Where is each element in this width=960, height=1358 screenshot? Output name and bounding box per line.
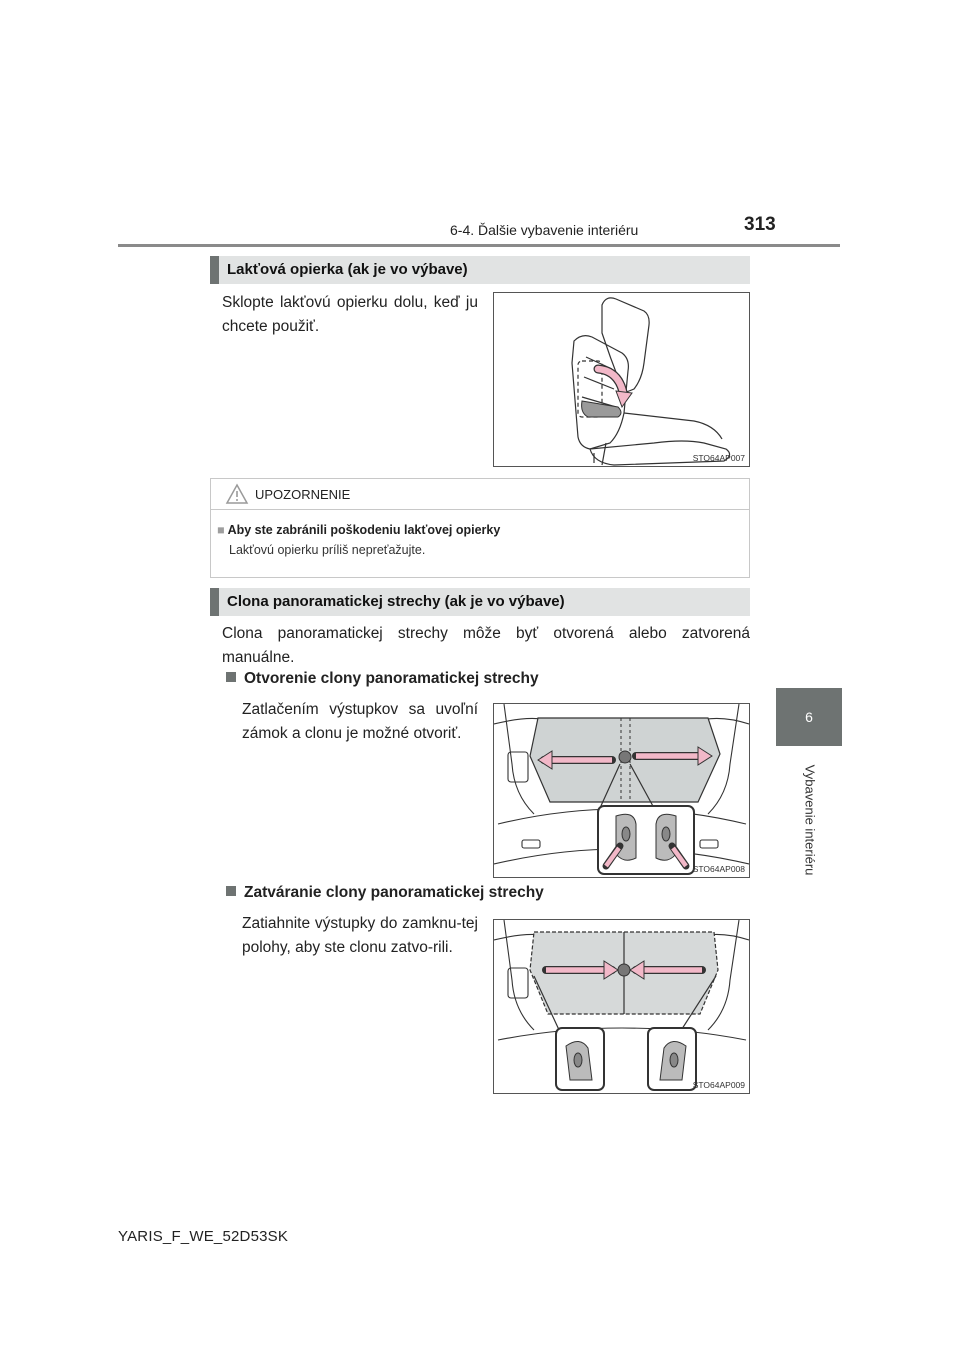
subheading-opening bbox=[226, 670, 539, 688]
chapter-number: 6 bbox=[805, 709, 813, 725]
header-rule bbox=[118, 244, 840, 247]
warning-triangle-icon bbox=[225, 483, 249, 505]
figure-code: STO64AP008 bbox=[692, 864, 745, 874]
subheading-closing-text: Zatváranie clony panoramatickej strechy bbox=[244, 884, 544, 901]
sunshade-open-illustration bbox=[494, 704, 749, 877]
caution-label: UPOZORNENIE bbox=[255, 487, 351, 502]
figure-code: STO64AP007 bbox=[692, 453, 745, 463]
running-header-title: 6-4. Ďalšie vybavenie interiéru bbox=[450, 222, 639, 238]
caution-header bbox=[211, 479, 749, 510]
subheading-closing bbox=[226, 884, 544, 902]
bullet-square-icon bbox=[226, 886, 236, 896]
caution-title bbox=[217, 523, 500, 537]
chapter-tab bbox=[776, 688, 842, 746]
caution-body: Lakťovú opierku príliš nepreťažujte. bbox=[229, 543, 426, 557]
sunshade-close-illustration bbox=[494, 920, 749, 1093]
armrest-figure bbox=[493, 292, 750, 467]
caution-title-text: Aby ste zabránili poškodeniu lakťovej opierky bbox=[227, 523, 501, 537]
section-heading-sunshade: Clona panoramatickej strechy (ak je vo výbave) bbox=[210, 588, 750, 616]
document-code: YARIS_F_WE_52D53SK bbox=[118, 1228, 289, 1245]
sunshade-open-figure bbox=[493, 703, 750, 878]
sunshade-close-figure bbox=[493, 919, 750, 1094]
caution-box bbox=[210, 478, 750, 578]
chapter-label: Vybavenie interiéru bbox=[802, 764, 818, 876]
page-number: 313 bbox=[744, 214, 776, 235]
sunshade-intro: Clona panoramatickej strechy môže byť otvorená alebo zatvorená manuálne. bbox=[222, 625, 750, 666]
bullet-square-icon bbox=[226, 672, 236, 682]
opening-text: Zatlačením výstupkov sa uvoľní zámok a clonu je možné otvoriť. bbox=[242, 701, 478, 742]
chapter-side-label bbox=[796, 755, 824, 885]
subheading-opening-text: Otvorenie clony panoramatickej strechy bbox=[244, 670, 539, 687]
caution-title-marker: ■ bbox=[217, 523, 225, 537]
section-heading-armrest: Lakťová opierka (ak je vo výbave) bbox=[210, 256, 750, 284]
closing-text: Zatiahnite výstupky do zamknu-tej polohy, aby ste clonu zatvo-rili. bbox=[242, 915, 478, 956]
figure-code: STO64AP009 bbox=[692, 1080, 745, 1090]
armrest-text: Sklopte lakťovú opierku dolu, keď ju chcete použiť. bbox=[222, 294, 478, 335]
seat-armrest-illustration bbox=[494, 293, 749, 466]
